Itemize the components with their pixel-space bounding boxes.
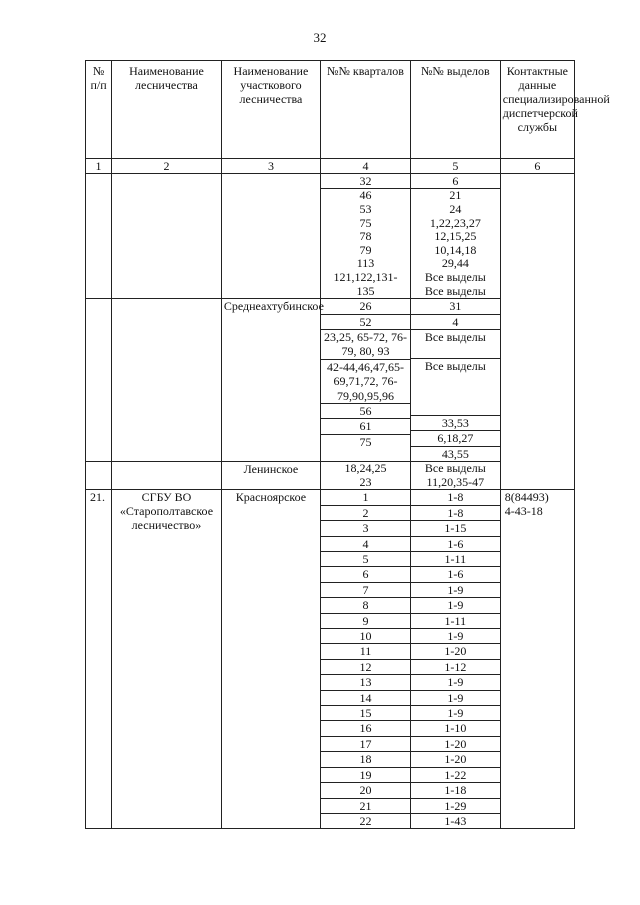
cell-forestry — [112, 174, 222, 299]
cell-forestry: СГБУ ВО «Старополтавское лесничество» — [112, 490, 222, 829]
cell-number — [86, 462, 112, 490]
cell-quarters — [321, 174, 411, 299]
contact-phone-number: 4-43-18 — [504, 504, 543, 519]
quarter-value: 9 — [321, 614, 410, 629]
cell-forestry — [112, 462, 222, 490]
allotment-value: Все выделы — [424, 461, 486, 476]
table-row — [86, 490, 575, 829]
allotment-value: 1-9 — [411, 583, 500, 598]
quarter-value: 1 — [321, 490, 410, 505]
quarter-value: 56 — [321, 404, 410, 419]
quarter-value: 13 — [321, 675, 410, 690]
allotment-value: 1-43 — [444, 813, 467, 828]
allotment-value: Все выделы — [411, 359, 500, 416]
allotment-value: 1,22,23,27 — [429, 215, 481, 230]
quarter-value: 46 — [359, 188, 372, 203]
cell-allotments — [410, 490, 500, 829]
quarter-value: 2 — [321, 506, 410, 521]
allotment-value: 1-11 — [411, 552, 500, 567]
allotment-value: 43,55 — [441, 446, 469, 461]
quarter-value: 22 — [359, 813, 372, 828]
table-row — [86, 174, 575, 299]
quarter-value: 135 — [356, 283, 375, 298]
allotment-value: 24 — [449, 202, 462, 216]
quarter-value: 16 — [321, 721, 410, 736]
cell-number: 21. — [86, 490, 112, 829]
quarter-value: 52 — [321, 315, 410, 330]
quarter-value: 75 — [359, 434, 372, 449]
col-num: 4 — [321, 159, 411, 174]
allotment-value: 1-29 — [411, 799, 500, 814]
allotment-value: 1-8 — [411, 490, 500, 505]
allotment-value: 11,20,35-47 — [426, 474, 485, 489]
allotment-value: 21 — [449, 188, 462, 203]
allotment-value: 1-12 — [411, 660, 500, 675]
quarter-value: 8 — [321, 598, 410, 613]
quarter-value: 17 — [321, 737, 410, 752]
header-contacts: Контактные данные специализированной диспетчерской службы — [500, 61, 574, 159]
cell-allotments — [410, 174, 500, 299]
col-num: 5 — [410, 159, 500, 174]
contact-phone-code: 8(84493) — [504, 490, 549, 505]
cell-allotments — [410, 299, 500, 462]
allotment-value: 1-9 — [411, 675, 500, 690]
allotment-value: 1-18 — [411, 783, 500, 798]
allotment-value: 1-9 — [411, 691, 500, 706]
header-quarters: №№ кварталов — [321, 61, 411, 159]
quarter-value: 19 — [321, 768, 410, 783]
allotment-value: 6,18,27 — [411, 431, 500, 446]
allotment-value: Все выделы — [411, 330, 500, 359]
quarter-value: 42-44,46,47,65-69,71,72, 76-79,90,95,96 — [321, 360, 410, 404]
allotment-value: 1-9 — [411, 706, 500, 721]
quarter-value: 113 — [356, 256, 375, 271]
quarter-value: 7 — [321, 583, 410, 598]
quarter-value: 11 — [321, 644, 410, 659]
cell-district: Ленинское — [221, 462, 320, 490]
quarter-value: 18,24,25 — [344, 461, 387, 476]
allotment-value: 1-9 — [411, 629, 500, 644]
cell-forestry — [112, 299, 222, 462]
cell-allotments — [410, 462, 500, 490]
quarter-value: 78 — [359, 229, 372, 244]
quarter-value: 12 — [321, 660, 410, 675]
quarter-value: 15 — [321, 706, 410, 721]
allotment-value: 33,53 — [411, 416, 500, 431]
quarter-value: 53 — [359, 202, 372, 216]
cell-district: Среднеахтубинское — [221, 299, 320, 462]
cell-contacts — [500, 174, 574, 490]
allotment-value: 1-10 — [411, 721, 500, 736]
cell-contacts — [500, 490, 574, 829]
quarter-value: 121,122,131- — [333, 269, 398, 284]
allotment-value: 31 — [411, 299, 500, 314]
quarter-value: 79 — [359, 242, 372, 257]
allotment-value: 29,44 — [441, 256, 469, 271]
cell-district — [221, 174, 320, 299]
allotment-value: 1-11 — [411, 614, 500, 629]
quarter-value: 26 — [321, 299, 410, 314]
quarter-value: 21 — [321, 799, 410, 814]
cell-quarters — [321, 299, 411, 462]
quarter-value: 10 — [321, 629, 410, 644]
cell-district: Красноярское — [221, 490, 320, 829]
quarter-value: 3 — [321, 521, 410, 536]
quarter-value: 20 — [321, 783, 410, 798]
col-num: 6 — [500, 159, 574, 174]
allotment-value: 1-8 — [411, 506, 500, 521]
header-number: № п/п — [86, 61, 112, 159]
quarter-value: 6 — [321, 567, 410, 582]
cell-quarters — [321, 490, 411, 829]
allotment-value: Все выделы — [424, 269, 486, 284]
allotment-value: 1-6 — [411, 537, 500, 552]
quarter-value: 5 — [321, 552, 410, 567]
cell-number — [86, 174, 112, 299]
allotment-value: 1-22 — [411, 768, 500, 783]
header-row — [86, 61, 575, 159]
header-allotments: №№ выделов — [410, 61, 500, 159]
allotment-value: 6 — [411, 174, 500, 189]
forestry-table — [85, 60, 610, 829]
quarter-value: 23,25, 65-72, 76-79, 80, 93 — [321, 330, 410, 360]
allotment-value: Все выделы — [424, 283, 486, 298]
quarter-value: 75 — [359, 215, 372, 230]
allotment-value: 1-20 — [411, 752, 500, 767]
col-num: 1 — [86, 159, 112, 174]
allotment-value: 1-20 — [411, 737, 500, 752]
allotment-value: 1-9 — [411, 598, 500, 613]
allotment-value: 10,14,18 — [434, 242, 477, 257]
quarter-value: 61 — [321, 419, 410, 434]
quarter-value: 18 — [321, 752, 410, 767]
quarter-value: 4 — [321, 537, 410, 552]
header-forestry: Наименование лесничества — [112, 61, 222, 159]
col-num: 2 — [112, 159, 222, 174]
column-numbers-row — [86, 159, 575, 174]
col-num: 3 — [221, 159, 320, 174]
cell-number — [86, 299, 112, 462]
allotment-value: 1-20 — [411, 644, 500, 659]
allotment-value: 12,15,25 — [434, 229, 477, 244]
allotment-value: 4 — [411, 315, 500, 330]
cell-quarters — [321, 462, 411, 490]
header-district: Наименование участкового лесничества — [221, 61, 320, 159]
quarter-value: 14 — [321, 691, 410, 706]
quarter-value: 32 — [321, 174, 410, 189]
quarter-value: 23 — [359, 474, 372, 489]
page-number: 32 — [313, 30, 327, 45]
allotment-value: 1-15 — [411, 521, 500, 536]
allotment-value: 1-6 — [411, 567, 500, 582]
